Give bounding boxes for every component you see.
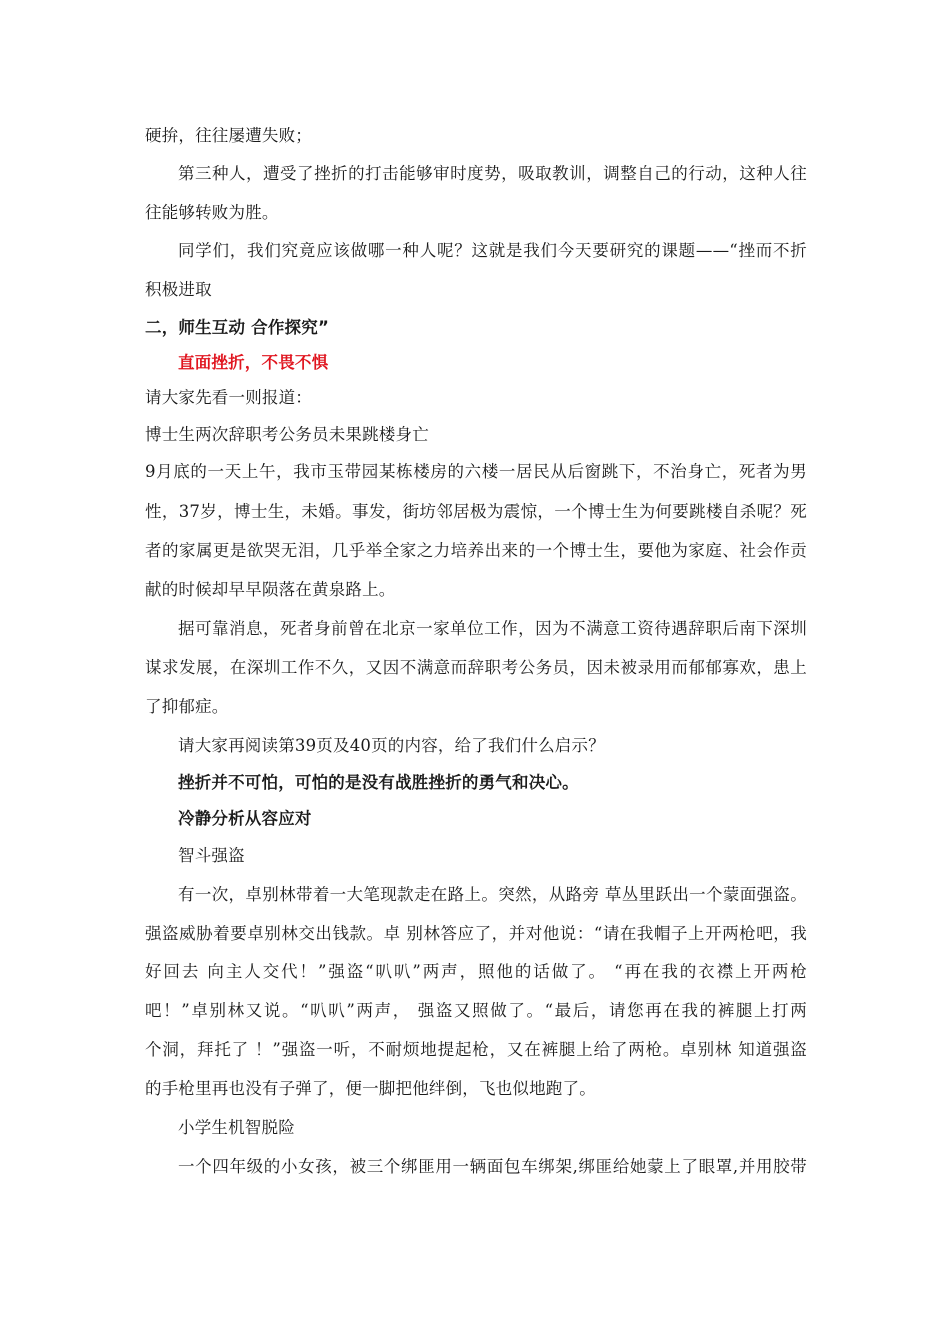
text-line: 的手枪里再也没有子弹了，便一脚把他绊倒，飞也似地跑了。 [145, 1079, 596, 1098]
text-line: 往能够转败为胜。 [145, 203, 279, 222]
text-line: 吧！”卓别林又说。“叭叭”两声， 强盗又照做了。“最后，请您再在我的裤腿上打两 [145, 1001, 807, 1020]
story-paragraph: 有一次，卓别林带着一大笔现款走在路上。突然，从路旁 草丛里跃出一个蒙面强盗。 [178, 885, 807, 904]
paragraph-reliable-news: 据可靠消息，死者身前曾在北京一家单位工作，因为不满意工资待遇辞职后南下深圳 [178, 619, 807, 638]
reading-prompt: 请大家再阅读第39页及40页的内容，给了我们什么启示？ [178, 736, 605, 755]
text-line: 好回去 向主人交代！”强盗“叭叭”两声，照他的话做了。 “再在我的衣襟上开两枪 [145, 962, 807, 981]
text-line: 献的时候却早早陨落在黄泉路上。 [145, 580, 396, 599]
text-line: 者的家属更是欲哭无泪，几乎举全家之力培养出来的一个博士生，要他为家庭、社会作贡 [145, 541, 807, 560]
text-line: 积极进取 [145, 280, 212, 299]
section-heading-2: 二，师生互动 合作探究” [145, 318, 329, 337]
subheading-calm-analysis: 冷静分析从容应对 [178, 809, 312, 828]
story-paragraph: 一个四年级的小女孩，被三个绑匪用一辆面包车绑架,绑匪给她蒙上了眼罩,并用胶带 [178, 1157, 807, 1176]
key-point: 挫折并不可怕，可怕的是没有战胜挫折的勇气和决心。 [178, 773, 579, 792]
story-title-robber: 智斗强盗 [178, 846, 245, 865]
paragraph-third-kind: 第三种人，遭受了挫折的打击能够审时度势，吸取教训，调整自己的行动，这种人往 [178, 164, 807, 183]
text-line: 个洞，拜托了 ！”强盗一听，不耐烦地提起枪，又在裤腿上给了两枪。卓别林 知道强盗 [145, 1040, 807, 1059]
subheading-face-setbacks: 直面挫折，不畏不惧 [178, 353, 329, 372]
text-line: 请大家先看一则报道： [145, 388, 312, 407]
report-title: 博士生两次辞职考公务员未果跳楼身亡 [145, 425, 429, 444]
text-line: 谋求发展，在深圳工作不久，又因不满意而辞职考公务员，因未被录用而郁郁寡欢，患上 [145, 658, 807, 677]
text-line: 了抑郁症。 [145, 697, 229, 716]
text-line: 强盗威胁着要卓别林交出钱款。卓 别林答应了，并对他说：“请在我帽子上开两枪吧，我 [145, 924, 807, 943]
paragraph-question: 同学们，我们究竟应该做哪一种人呢？这就是我们今天要研究的课题——“挫而不折 [178, 241, 807, 260]
story-title-escape: 小学生机智脱险 [178, 1118, 295, 1137]
text-line: 性，37岁，博士生，未婚。事发，街坊邻居极为震惊，一个博士生为何要跳楼自杀呢？死 [145, 502, 807, 521]
report-paragraph: 9月底的一天上午，我市玉带园某栋楼房的六楼一居民从后窗跳下，不治身亡，死者为男 [145, 462, 807, 481]
text-line: 硬拚，往往屡遭失败； [145, 126, 312, 145]
